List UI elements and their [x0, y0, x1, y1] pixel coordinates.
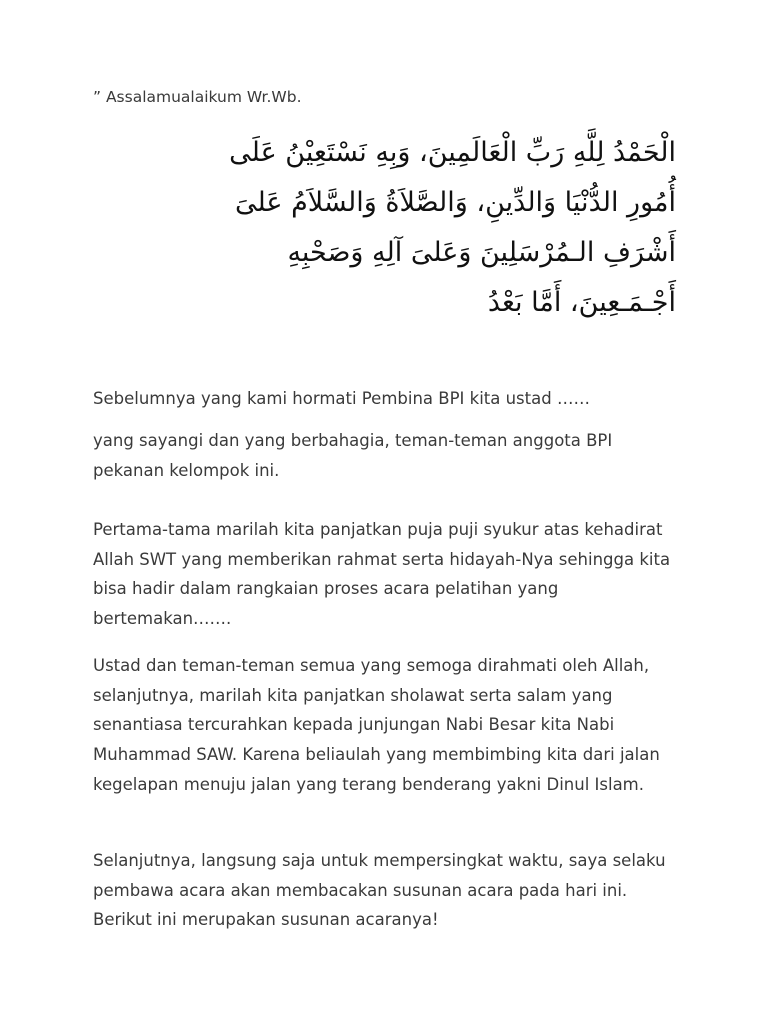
arabic-line: أَجْـمَـعِينَ، أَمَّا بَعْدُ	[487, 287, 676, 318]
greeting-text: ” Assalamualaikum Wr.Wb.	[93, 88, 302, 106]
arabic-opening-prayer	[93, 128, 676, 328]
paragraph-sholawat: Ustad dan teman-teman semua yang semoga dirahmati oleh Allah, selanjutnya, marilah kita panjatkan sholawat serta salam yang senantiasa tercurahkan kepada junjungan Nabi Besar kita Nabi Muhammad SAW. Karena beliaulah yang membimbing kita dari jalan kegelapan menuju jalan yang terang benderang yakni Dinul Islam.	[93, 656, 660, 794]
paragraph-praise: Pertama-tama marilah kita panjatkan puja puji syukur atas kehadirat Allah SWT yang memberikan rahmat serta hidayah-Nya sehingga kita bisa hadir dalam rangkaian proses acara pelatihan yang bertemakan…….	[93, 520, 671, 629]
arabic-line: أَشْرَفِ الـمُرْسَلِينَ وَعَلىَ آلِهِ وَصَحْبِهِ	[287, 237, 676, 268]
paragraph-respects-pembina: Sebelumnya yang kami hormati Pembina BPI kita ustad ……	[93, 389, 590, 408]
arabic-line: الْحَمْدُ لِلَّهِ رَبِّ الْعَالَمِينَ، وَبِهِ نَسْتَعِيْنُ عَلَى	[229, 137, 676, 168]
arabic-line: أُمُورِ الدُّنْيَا وَالدِّينِ، وَالصَّلاَةُ وَالسَّلاَمُ عَلىَ	[234, 187, 676, 218]
paragraph-agenda-intro: Selanjutnya, langsung saja untuk mempersingkat waktu, saya selaku pembawa acara akan membacakan susunan acara pada hari ini. Berikut ini merupakan susunan acaranya!	[93, 851, 666, 930]
paragraph-respects-members: yang sayangi dan yang berbahagia, teman-teman anggota BPI pekanan kelompok ini.	[93, 431, 613, 480]
